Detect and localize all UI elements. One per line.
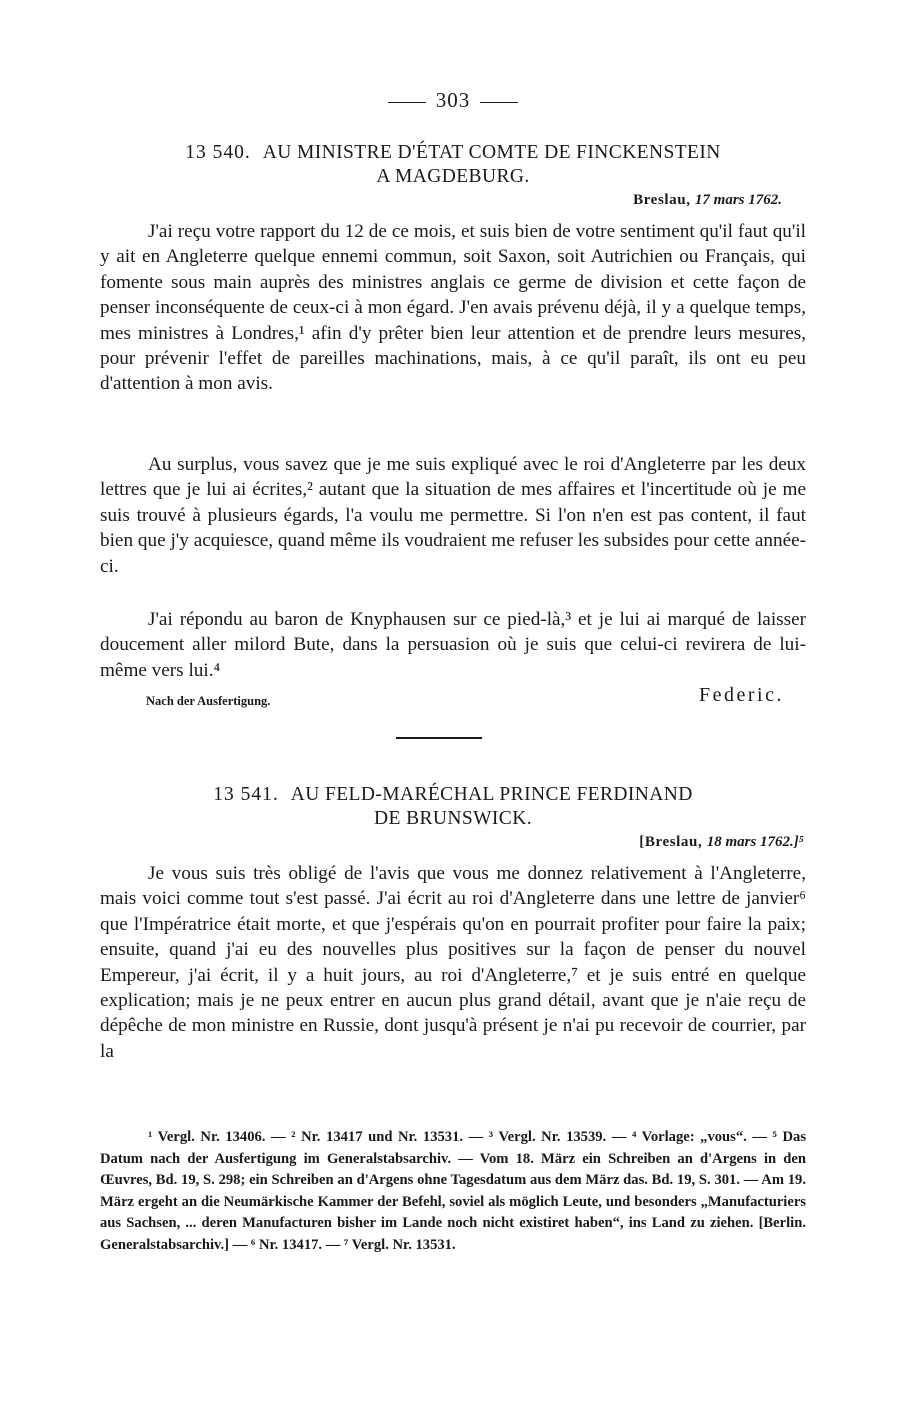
source-note: Nach der Ausfertigung. (146, 694, 271, 708)
letter-place: [Breslau, (639, 834, 703, 850)
letter-paragraph: Au surplus, vous savez que je me suis expliqué avec le roi d'Angleterre par les deux lettres que je lui ai écrites,² autant que la situation de mes affaires et l'incertitude où je me suis trouvé à plusieurs égards, l'a voulu me permettre. Si l'on n'en est pas content, il faut bien que j'y acquiesce, quand même ils voudraient me refuser les subsides pour cette année-ci. (100, 454, 806, 577)
letter-dateline (633, 192, 782, 209)
letter-paragraph: J'ai reçu votre rapport du 12 de ce mois, et suis bien de votre sentiment qu'il faut qu'il y ait en Angleterre quelque ennemi commun, soit Saxon, soit Autrichien ou Français, qui fomente sous main auprès des ministres anglais ce germe de division et cette façon de penser inconséquente de ceux-ci à mon égard. J'en avais prévenu déjà, il y a quelque temps, mes ministres à Londres,¹ afin d'y prêter bien leur attention et de prendre leurs mesures, pour prévenir l'effet de pareilles machinations, mais, à ce qu'il paraît, ils ont eu peu d'attention à mon avis. (100, 221, 806, 395)
letter-date: 18 mars 1762.]⁵ (706, 834, 804, 850)
letter-paragraph: J'ai répondu au baron de Knyphausen sur ce pied-là,³ et je lui ai marqué de laisser doucement aller milord Bute, dans la persuasion où je suis que celui-ci revirera de lui-même vers lui.⁴ (100, 609, 806, 681)
footnotes: ¹ Vergl. Nr. 13406. — ² Nr. 13417 und Nr. 13531. — ³ Vergl. Nr. 13539. — ⁴ Vorlage: „vous“. — ⁵ Das Datum nach der Ausfertigung im Generalstabsarchiv. — Vom 18. März ein Schreiben an d'Argens in den Œuvres, Bd. 19, S. 298; ein Schreiben an d'Argens ohne Tagesdatum aus dem März das. Bd. 19, S. 301. — Am 19. März ergeht an die Neumärkische Kammer der Befehl, soviel als möglich Leute, und besonders „Manufacturiers aus Sachsen, ... deren Manufacturen bisher im Lande noch nicht existiret haben“, ins Land zu ziehen. [Berlin. Generalstabsarchiv.] — ⁶ Nr. 13417. — ⁷ Vergl. Nr. 13531. (100, 1129, 806, 1253)
page-number-dash-left (388, 102, 426, 103)
letter-heading (100, 783, 806, 831)
page-number: 303 (435, 88, 471, 112)
page-number-line (100, 88, 806, 113)
letter-heading (100, 141, 806, 189)
letter-addressee: AU MINISTRE D'ÉTAT COMTE DE FINCKENSTEIN (262, 142, 721, 163)
letter-number: 13 540. (185, 142, 251, 163)
letter-number: 13 541. (213, 784, 279, 805)
letter-paragraph: Je vous suis très obligé de l'avis que vous me donnez relativement à l'Angleterre, mais voici comme tout s'est passé. J'ai écrit au roi d'Angleterre dans une lettre de janvier⁶ que l'Impératrice était morte, et que j'espérais qu'on en pourrait profiter pour faire la paix; ensuite, quand j'ai eu des nouvelles plus positives sur la façon de penser du nouvel Empereur, j'ai écrit, il y a huit jours, au roi d'Angleterre,⁷ et je suis entré en quelque explication; mais je ne peux entrer en aucun plus grand détail, avant que je n'aie reçu de dépêche de mon ministre en Russie, dont jusqu'à présent je n'ai pu recevoir de courrier, par la (100, 863, 806, 1062)
letter-addressee: AU FELD-MARÉCHAL PRINCE FERDINAND (290, 784, 693, 805)
section-divider (396, 737, 482, 739)
signature: Federic. (699, 684, 784, 706)
letter-addressee-place: A MAGDEBURG. (376, 166, 530, 187)
page-number-dash-right (480, 102, 518, 103)
letter-addressee-place: DE BRUNSWICK. (374, 808, 532, 829)
letter-date: 17 mars 1762. (694, 192, 782, 208)
letter-dateline (639, 834, 804, 851)
letter-place: Breslau, (633, 192, 691, 208)
